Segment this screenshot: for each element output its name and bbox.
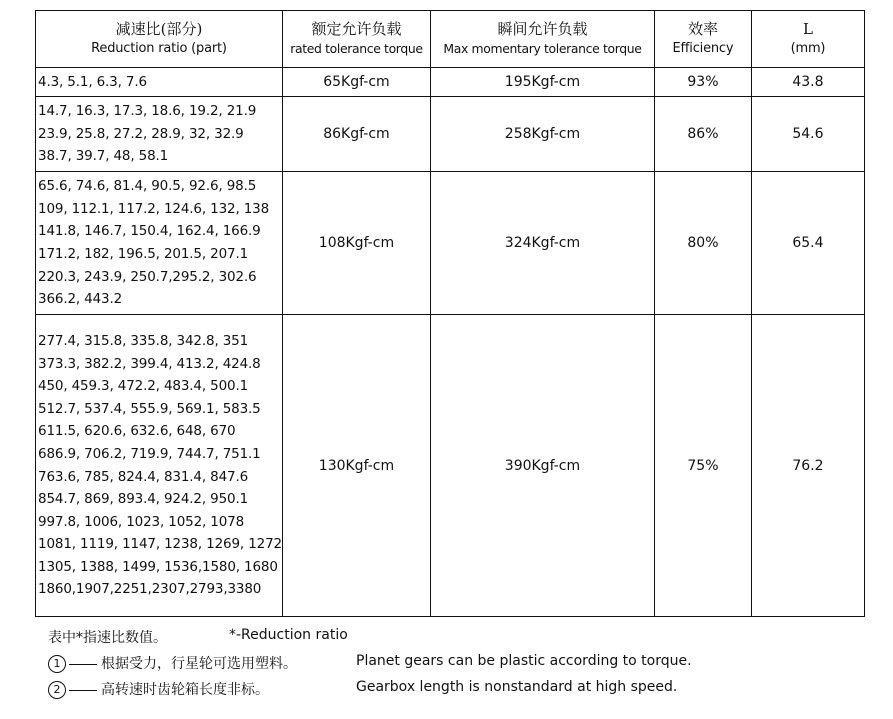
ratio-line: 23.9, 25.8, 27.2, 28.9, 32, 32.9 [38, 125, 244, 142]
dash-divider [69, 690, 97, 691]
circled-number-icon: 1 [48, 655, 66, 673]
header-cn: L [802, 20, 813, 38]
ratio-line: 109, 112.1, 117.2, 124.6, 132, 138 [38, 200, 270, 217]
rated-torque-cell: 86Kgf-cm [282, 97, 430, 172]
header-efficiency [654, 11, 751, 68]
efficiency-cell: 80% [654, 172, 751, 315]
ratio-line: 997.8, 1006, 1023, 1052, 1078 [38, 513, 245, 530]
ratio-cell [36, 315, 283, 617]
table-row [36, 172, 865, 315]
header-en: rated tolerance torque [290, 41, 423, 56]
ratio-line: 512.7, 537.4, 555.9, 569.1, 583.5 [38, 400, 261, 417]
footnotes [48, 625, 848, 703]
efficiency-cell: 86% [654, 97, 751, 172]
ratio-line: 220.3, 243.9, 250.7,295.2, 302.6 [38, 268, 257, 285]
header-length [751, 11, 864, 68]
ratio-line: 686.9, 706.2, 719.9, 744.7, 751.1 [38, 445, 261, 462]
footnote-cn: 高转速时齿轮箱长度非标。 [101, 682, 269, 698]
rated-torque-cell: 108Kgf-cm [282, 172, 430, 315]
max-torque-cell: 390Kgf-cm [430, 315, 654, 617]
table-row [36, 97, 865, 172]
footnote-cn: 根据受力，行星轮可选用塑料。 [101, 656, 297, 672]
ratio-line: 141.8, 146.7, 150.4, 162.4, 166.9 [38, 223, 261, 240]
gearbox-spec-table [35, 10, 865, 617]
footnote-1 [48, 651, 848, 677]
ratio-cell [36, 68, 283, 97]
max-torque-cell: 258Kgf-cm [430, 97, 654, 172]
footnote-cn-wrap [48, 679, 269, 699]
footnote-cn-wrap [48, 653, 297, 673]
header-cn: 额定允许负载 [311, 20, 402, 38]
header-max-torque [430, 11, 654, 68]
header-en: Max momentary tolerance torque [443, 41, 642, 56]
ratio-line: 1305, 1388, 1499, 1536,1580, 1680 [38, 558, 278, 575]
ratio-line: 65.6, 74.6, 81.4, 90.5, 92.6, 98.5 [38, 178, 257, 195]
ratio-line: 1081, 1119, 1147, 1238, 1269, 1272 [38, 536, 282, 553]
header-cn: 减速比(部分) [115, 20, 203, 38]
header-rated-torque [282, 11, 430, 68]
header-row [36, 11, 865, 68]
length-cell: 65.4 [751, 172, 864, 315]
ratio-line: 38.7, 39.7, 48, 58.1 [38, 148, 169, 165]
header-en: Reduction ratio (part) [91, 41, 227, 56]
ratio-cell [36, 97, 283, 172]
ratio-line: 171.2, 182, 196.5, 201.5, 207.1 [38, 246, 249, 262]
ratio-line: 277.4, 315.8, 335.8, 342.8, 351 [38, 332, 249, 349]
footnote-2 [48, 677, 848, 703]
ratio-line: 14.7, 16.3, 17.3, 18.6, 19.2, 21.9 [38, 103, 257, 120]
header-reduction-ratio [36, 11, 283, 68]
footnote-star [48, 625, 848, 651]
max-torque-cell: 324Kgf-cm [430, 172, 654, 315]
ratio-line: 450, 459.3, 472.2, 483.4, 500.1 [38, 378, 249, 395]
length-cell: 76.2 [751, 315, 864, 617]
max-torque-cell: 195Kgf-cm [430, 68, 654, 97]
ratio-cell [36, 172, 283, 315]
efficiency-cell: 93% [654, 68, 751, 97]
header-en: (mm) [790, 41, 826, 56]
header-cn: 效率 [687, 20, 718, 38]
table-row [36, 315, 865, 617]
ratio-line: 854.7, 869, 893.4, 924.2, 950.1 [38, 491, 249, 508]
header-en: Efficiency [672, 41, 734, 56]
footnote-en: Gearbox length is nonstandard at high speed. [356, 679, 678, 695]
ratio-line: 611.5, 620.6, 632.6, 648, 670 [38, 423, 236, 440]
dash-divider [69, 664, 97, 665]
ratio-line: 366.2, 443.2 [38, 291, 123, 308]
ratio-line: 373.3, 382.2, 399.4, 413.2, 424.8 [38, 355, 261, 372]
ratio-line: 1860,1907,2251,2307,2793,3380 [38, 581, 262, 598]
ratio-line: 4.3, 5.1, 6.3, 7.6 [38, 73, 147, 90]
footnote-en: *-Reduction ratio [229, 627, 348, 643]
footnote-cn: 表中*指速比数值。 [48, 630, 167, 646]
length-cell: 43.8 [751, 68, 864, 97]
ratio-line: 763.6, 785, 824.4, 831.4, 847.6 [38, 468, 249, 485]
header-cn: 瞬间允许负载 [497, 20, 588, 38]
length-cell: 54.6 [751, 97, 864, 172]
circled-number-icon: 2 [48, 681, 66, 699]
rated-torque-cell: 65Kgf-cm [282, 68, 430, 97]
table-row [36, 68, 865, 97]
footnote-en: Planet gears can be plastic according to torque. [356, 653, 692, 669]
efficiency-cell: 75% [654, 315, 751, 617]
rated-torque-cell: 130Kgf-cm [282, 315, 430, 617]
